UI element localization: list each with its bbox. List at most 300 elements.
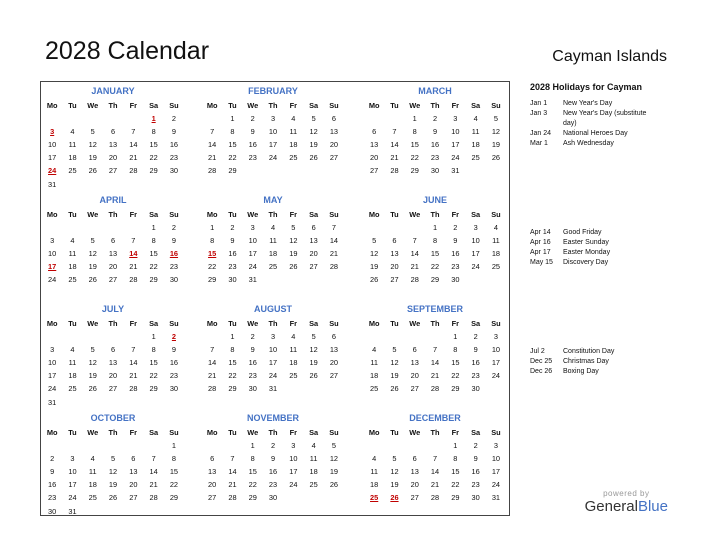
day-cell: 2	[473, 441, 478, 451]
weekday-header: Su	[491, 428, 501, 437]
month-name: SEPTEMBER	[406, 304, 463, 314]
empty-cell	[62, 439, 82, 452]
day-cell: 11	[289, 127, 298, 137]
holiday-row-name: Good Friday	[563, 229, 602, 236]
day-cell: 5	[291, 223, 296, 233]
day-cell: 8	[171, 454, 176, 464]
day-cell: 29	[451, 384, 460, 394]
weekday-header: We	[409, 101, 421, 110]
day-cell: 29	[208, 275, 217, 285]
day-cell: 8	[432, 236, 438, 246]
day-cell: 28	[228, 493, 237, 503]
day-cell: 19	[88, 153, 97, 163]
day-cell: 1	[151, 332, 156, 342]
day-cell: 6	[331, 332, 336, 342]
day-cell: 7	[210, 127, 215, 137]
day-cell: 14	[208, 140, 217, 150]
day-cell: 20	[208, 480, 217, 490]
day-cell: 19	[88, 371, 97, 381]
day-cell: 15	[169, 467, 179, 477]
day-cell: 25	[268, 262, 278, 272]
weekday-header: Fr	[451, 101, 460, 110]
day-cell: 6	[331, 114, 336, 124]
day-cell: 28	[149, 493, 158, 503]
day-cell: 5	[311, 114, 316, 124]
month-name: JULY	[101, 304, 125, 314]
holidays-title: 2028 Holidays for Cayman	[530, 82, 643, 92]
day-cell: 9	[473, 454, 478, 464]
weekday-header: Sa	[309, 428, 319, 437]
day-cell: 12	[491, 127, 501, 137]
day-cell: 24	[471, 262, 480, 272]
empty-cell	[103, 330, 123, 343]
day-cell: 8	[230, 345, 235, 355]
weekday-header: Fr	[451, 319, 460, 328]
day-cell: 8	[412, 127, 417, 137]
holiday-row	[530, 129, 690, 139]
weekday-header: Fr	[289, 428, 298, 437]
holiday-row-name: Constitution Day	[563, 348, 615, 355]
day-cell: 9	[270, 454, 276, 464]
weekday-header: Sa	[309, 210, 319, 219]
empty-cell	[83, 112, 103, 125]
day-cell: 16	[48, 480, 57, 490]
month-grid	[364, 208, 506, 287]
empty-cell	[384, 439, 404, 452]
day-cell: 29	[228, 384, 237, 394]
day-cell: 15	[149, 140, 158, 150]
day-cell: 8	[210, 236, 215, 246]
day-cell: 30	[169, 384, 179, 394]
empty-cell	[103, 112, 123, 125]
day-cell: 27	[208, 493, 217, 503]
day-cell: 10	[248, 236, 257, 246]
day-cell: 8	[151, 127, 156, 137]
day-cell: 13	[410, 358, 419, 368]
day-cell: 20	[309, 249, 318, 259]
day-cell: 28	[390, 166, 399, 176]
day-cell: 25	[289, 153, 298, 163]
day-cell: 26	[390, 384, 399, 394]
weekday-header: Fr	[289, 101, 298, 110]
day-cell: 24	[48, 384, 57, 394]
day-cell: 24	[491, 480, 501, 490]
month-august	[202, 301, 344, 396]
day-cell: 30	[471, 493, 480, 503]
holiday-date: 15	[208, 249, 217, 259]
day-cell: 30	[451, 275, 460, 285]
weekday-header: Th	[430, 101, 440, 110]
day-cell: 5	[311, 332, 316, 342]
day-cell: 6	[110, 345, 116, 355]
day-cell: 4	[311, 441, 316, 451]
day-cell: 3	[250, 223, 255, 233]
day-cell: 28	[129, 275, 138, 285]
weekday-header: Sa	[471, 101, 481, 110]
day-cell: 14	[329, 236, 339, 246]
empty-cell	[123, 330, 143, 343]
day-cell: 28	[430, 493, 440, 503]
weekday-header: Fr	[289, 319, 298, 328]
holiday-row-date: Mar 1	[530, 140, 548, 147]
holiday-row-name: day)	[563, 120, 577, 127]
holiday-row	[530, 347, 690, 357]
month-grid	[364, 99, 506, 178]
day-cell: 3	[270, 114, 276, 124]
weekday-header: Tu	[68, 210, 77, 219]
empty-cell	[83, 330, 103, 343]
holiday-date: 14	[129, 249, 138, 259]
day-cell: 18	[289, 358, 298, 368]
weekday-header: Su	[329, 428, 339, 437]
day-cell: 31	[48, 397, 57, 407]
day-cell: 21	[329, 249, 339, 259]
holiday-row-name: Discovery Day	[563, 259, 609, 266]
empty-cell	[425, 330, 445, 343]
day-cell: 5	[372, 236, 377, 246]
day-cell: 25	[491, 262, 501, 272]
day-cell: 16	[228, 249, 237, 259]
day-cell: 31	[491, 493, 501, 503]
day-cell: 25	[471, 153, 480, 163]
day-cell: 25	[370, 384, 379, 394]
day-cell: 29	[169, 493, 179, 503]
empty-cell	[62, 330, 82, 343]
day-cell: 24	[289, 480, 298, 490]
holiday-row	[530, 258, 690, 268]
day-cell: 23	[471, 480, 480, 490]
day-cell: 31	[48, 179, 57, 189]
day-cell: 11	[370, 358, 378, 368]
day-cell: 4	[291, 114, 296, 124]
day-cell: 3	[453, 114, 458, 124]
day-cell: 18	[268, 249, 278, 259]
day-cell: 2	[453, 223, 458, 233]
day-cell: 31	[248, 275, 257, 285]
day-cell: 6	[412, 345, 417, 355]
holiday-date: 24	[48, 166, 57, 176]
day-cell: 20	[329, 358, 339, 368]
weekday-header: We	[247, 101, 259, 110]
day-cell: 12	[309, 345, 318, 355]
day-cell: 12	[390, 467, 399, 477]
day-cell: 14	[129, 358, 138, 368]
day-cell: 9	[230, 236, 235, 246]
brand-name	[585, 498, 668, 516]
day-cell: 18	[370, 371, 379, 381]
weekday-header: Fr	[289, 210, 298, 219]
day-cell: 17	[268, 358, 278, 368]
empty-cell	[384, 221, 404, 234]
day-cell: 25	[68, 384, 77, 394]
weekday-header: Th	[108, 101, 118, 110]
day-cell: 23	[169, 262, 179, 272]
day-cell: 25	[88, 493, 97, 503]
weekday-header: Tu	[68, 101, 77, 110]
day-cell: 9	[473, 345, 478, 355]
day-cell: 15	[248, 467, 257, 477]
day-cell: 2	[473, 332, 478, 342]
weekday-header: Su	[491, 210, 501, 219]
weekday-header: Sa	[149, 210, 159, 219]
weekday-header: Th	[268, 210, 278, 219]
weekday-header: Th	[430, 210, 440, 219]
day-cell: 10	[68, 467, 77, 477]
day-cell: 2	[432, 114, 438, 124]
day-cell: 1	[453, 441, 458, 451]
weekday-header: We	[409, 319, 421, 328]
day-cell: 14	[430, 358, 440, 368]
day-cell: 13	[208, 467, 217, 477]
day-cell: 22	[228, 153, 237, 163]
day-cell: 27	[410, 384, 419, 394]
day-cell: 23	[430, 153, 440, 163]
day-cell: 26	[88, 384, 97, 394]
day-cell: 27	[129, 493, 138, 503]
weekday-header: Sa	[149, 319, 159, 328]
weekday-header: Mo	[206, 428, 218, 437]
day-cell: 17	[48, 153, 57, 163]
weekday-header: Tu	[390, 101, 399, 110]
day-cell: 25	[309, 480, 318, 490]
day-cell: 17	[451, 140, 460, 150]
day-cell: 14	[390, 140, 399, 150]
day-cell: 22	[451, 371, 460, 381]
day-cell: 19	[491, 140, 501, 150]
day-cell: 1	[171, 441, 176, 451]
holiday-row-name: Easter Monday	[563, 249, 611, 256]
day-cell: 27	[108, 275, 118, 285]
day-cell: 25	[289, 371, 298, 381]
day-cell: 21	[149, 480, 158, 490]
day-cell: 13	[108, 358, 118, 368]
day-cell: 3	[493, 332, 498, 342]
weekday-header: We	[247, 210, 259, 219]
weekday-header: Mo	[46, 428, 58, 437]
day-cell: 6	[311, 223, 316, 233]
month-name: OCTOBER	[90, 413, 136, 423]
day-cell: 4	[70, 345, 75, 355]
weekday-header: Fr	[451, 210, 460, 219]
empty-cell	[364, 330, 384, 343]
day-cell: 15	[410, 140, 419, 150]
month-name: AUGUST	[254, 304, 292, 314]
day-cell: 25	[68, 166, 77, 176]
day-cell: 1	[210, 223, 215, 233]
month-name: APRIL	[99, 195, 127, 205]
weekday-header: Th	[268, 428, 278, 437]
day-cell: 24	[268, 371, 278, 381]
day-cell: 10	[491, 345, 501, 355]
day-cell: 29	[149, 384, 158, 394]
day-cell: 27	[108, 166, 118, 176]
month-grid	[202, 208, 344, 287]
month-grid	[42, 317, 184, 409]
day-cell: 26	[329, 480, 339, 490]
day-cell: 28	[410, 275, 419, 285]
day-cell: 7	[230, 454, 235, 464]
holiday-date: 26	[390, 493, 399, 503]
day-cell: 26	[309, 153, 318, 163]
day-cell: 16	[451, 249, 460, 259]
day-cell: 22	[149, 371, 158, 381]
day-cell: 16	[430, 140, 440, 150]
day-cell: 31	[451, 166, 460, 176]
weekday-header: We	[409, 210, 421, 219]
holiday-row-name: Boxing Day	[563, 368, 599, 375]
day-cell: 8	[151, 236, 156, 246]
day-cell: 9	[171, 236, 176, 246]
weekday-header: Tu	[228, 101, 237, 110]
empty-cell	[62, 112, 82, 125]
day-cell: 7	[432, 454, 438, 464]
day-cell: 28	[208, 384, 217, 394]
weekday-header: Fr	[129, 428, 138, 437]
day-cell: 29	[149, 275, 158, 285]
day-cell: 5	[90, 127, 95, 137]
month-april	[42, 192, 184, 287]
weekday-header: Tu	[68, 319, 77, 328]
day-cell: 3	[473, 223, 478, 233]
day-cell: 11	[88, 467, 97, 477]
day-cell: 7	[151, 454, 156, 464]
day-cell: 15	[149, 249, 158, 259]
day-cell: 19	[329, 467, 339, 477]
day-cell: 4	[291, 332, 296, 342]
weekday-header: Su	[169, 319, 179, 328]
day-cell: 6	[210, 454, 215, 464]
day-cell: 13	[370, 140, 379, 150]
day-cell: 15	[228, 358, 237, 368]
holiday-row-date: Dec 25	[530, 358, 553, 365]
month-october	[42, 410, 184, 518]
month-grid	[42, 426, 184, 518]
weekday-header: Su	[491, 319, 501, 328]
month-name: MARCH	[418, 86, 452, 96]
empty-cell	[123, 221, 143, 234]
day-cell: 26	[309, 371, 318, 381]
weekday-header: Mo	[368, 428, 380, 437]
weekday-header: Fr	[129, 210, 138, 219]
day-cell: 11	[309, 454, 318, 464]
day-cell: 14	[430, 467, 440, 477]
day-cell: 24	[268, 153, 278, 163]
day-cell: 17	[48, 371, 57, 381]
holiday-group	[530, 228, 690, 268]
empty-cell	[83, 221, 103, 234]
weekday-header: Mo	[206, 319, 218, 328]
day-cell: 16	[169, 140, 179, 150]
day-cell: 13	[329, 127, 339, 137]
month-march	[364, 83, 506, 178]
day-cell: 23	[471, 371, 480, 381]
weekday-header: We	[247, 428, 259, 437]
weekday-header: Su	[329, 210, 339, 219]
holiday-row	[530, 99, 690, 109]
weekday-header: Th	[430, 428, 440, 437]
day-cell: 27	[329, 371, 339, 381]
holiday-date: 17	[48, 262, 57, 272]
weekday-header: Sa	[149, 428, 159, 437]
day-cell: 12	[329, 454, 339, 464]
day-cell: 21	[129, 371, 138, 381]
day-cell: 29	[430, 275, 440, 285]
day-cell: 25	[68, 275, 77, 285]
weekday-header: We	[247, 319, 259, 328]
weekday-header: Mo	[368, 210, 380, 219]
day-cell: 27	[370, 166, 379, 176]
weekday-header: Fr	[129, 101, 138, 110]
day-cell: 29	[248, 493, 257, 503]
day-cell: 5	[331, 441, 336, 451]
day-cell: 31	[68, 506, 77, 516]
day-cell: 3	[50, 345, 55, 355]
day-cell: 10	[451, 127, 460, 137]
day-cell: 14	[228, 467, 237, 477]
day-cell: 28	[430, 384, 440, 394]
holiday-date: 16	[169, 249, 179, 259]
month-february	[202, 83, 344, 178]
day-cell: 1	[230, 114, 235, 124]
holiday-row-date	[530, 119, 563, 129]
day-cell: 16	[248, 358, 257, 368]
day-cell: 10	[48, 358, 57, 368]
day-cell: 17	[68, 480, 77, 490]
weekday-header: Th	[108, 319, 118, 328]
holiday-row-name: Christmas Day	[563, 358, 609, 365]
weekday-header: Tu	[228, 319, 237, 328]
day-cell: 21	[129, 153, 138, 163]
holiday-date: 3	[50, 127, 55, 137]
day-cell: 7	[131, 345, 136, 355]
day-cell: 1	[432, 223, 438, 233]
day-cell: 3	[291, 441, 296, 451]
month-may	[202, 192, 344, 287]
holiday-row-name: Easter Sunday	[563, 239, 609, 246]
day-cell: 11	[370, 467, 378, 477]
day-cell: 10	[48, 249, 57, 259]
day-cell: 23	[169, 371, 179, 381]
weekday-header: Sa	[471, 210, 481, 219]
day-cell: 21	[129, 262, 138, 272]
day-cell: 12	[289, 236, 298, 246]
weekday-header: We	[87, 101, 99, 110]
empty-cell	[42, 439, 62, 452]
day-cell: 3	[50, 236, 55, 246]
weekday-header: Mo	[368, 101, 380, 110]
month-grid	[202, 99, 344, 178]
day-cell: 23	[248, 371, 257, 381]
day-cell: 21	[390, 153, 399, 163]
day-cell: 16	[268, 467, 278, 477]
day-cell: 16	[471, 467, 480, 477]
holiday-row	[530, 119, 690, 129]
day-cell: 20	[370, 153, 379, 163]
day-cell: 22	[248, 480, 257, 490]
day-cell: 30	[48, 506, 57, 516]
day-cell: 6	[131, 454, 136, 464]
day-cell: 28	[329, 262, 339, 272]
weekday-header: Th	[430, 319, 440, 328]
day-cell: 16	[471, 358, 480, 368]
day-cell: 1	[412, 114, 417, 124]
day-cell: 5	[90, 345, 95, 355]
day-cell: 28	[129, 384, 138, 394]
day-cell: 27	[329, 153, 339, 163]
day-cell: 9	[250, 127, 255, 137]
day-cell: 2	[250, 114, 255, 124]
day-cell: 20	[410, 371, 419, 381]
